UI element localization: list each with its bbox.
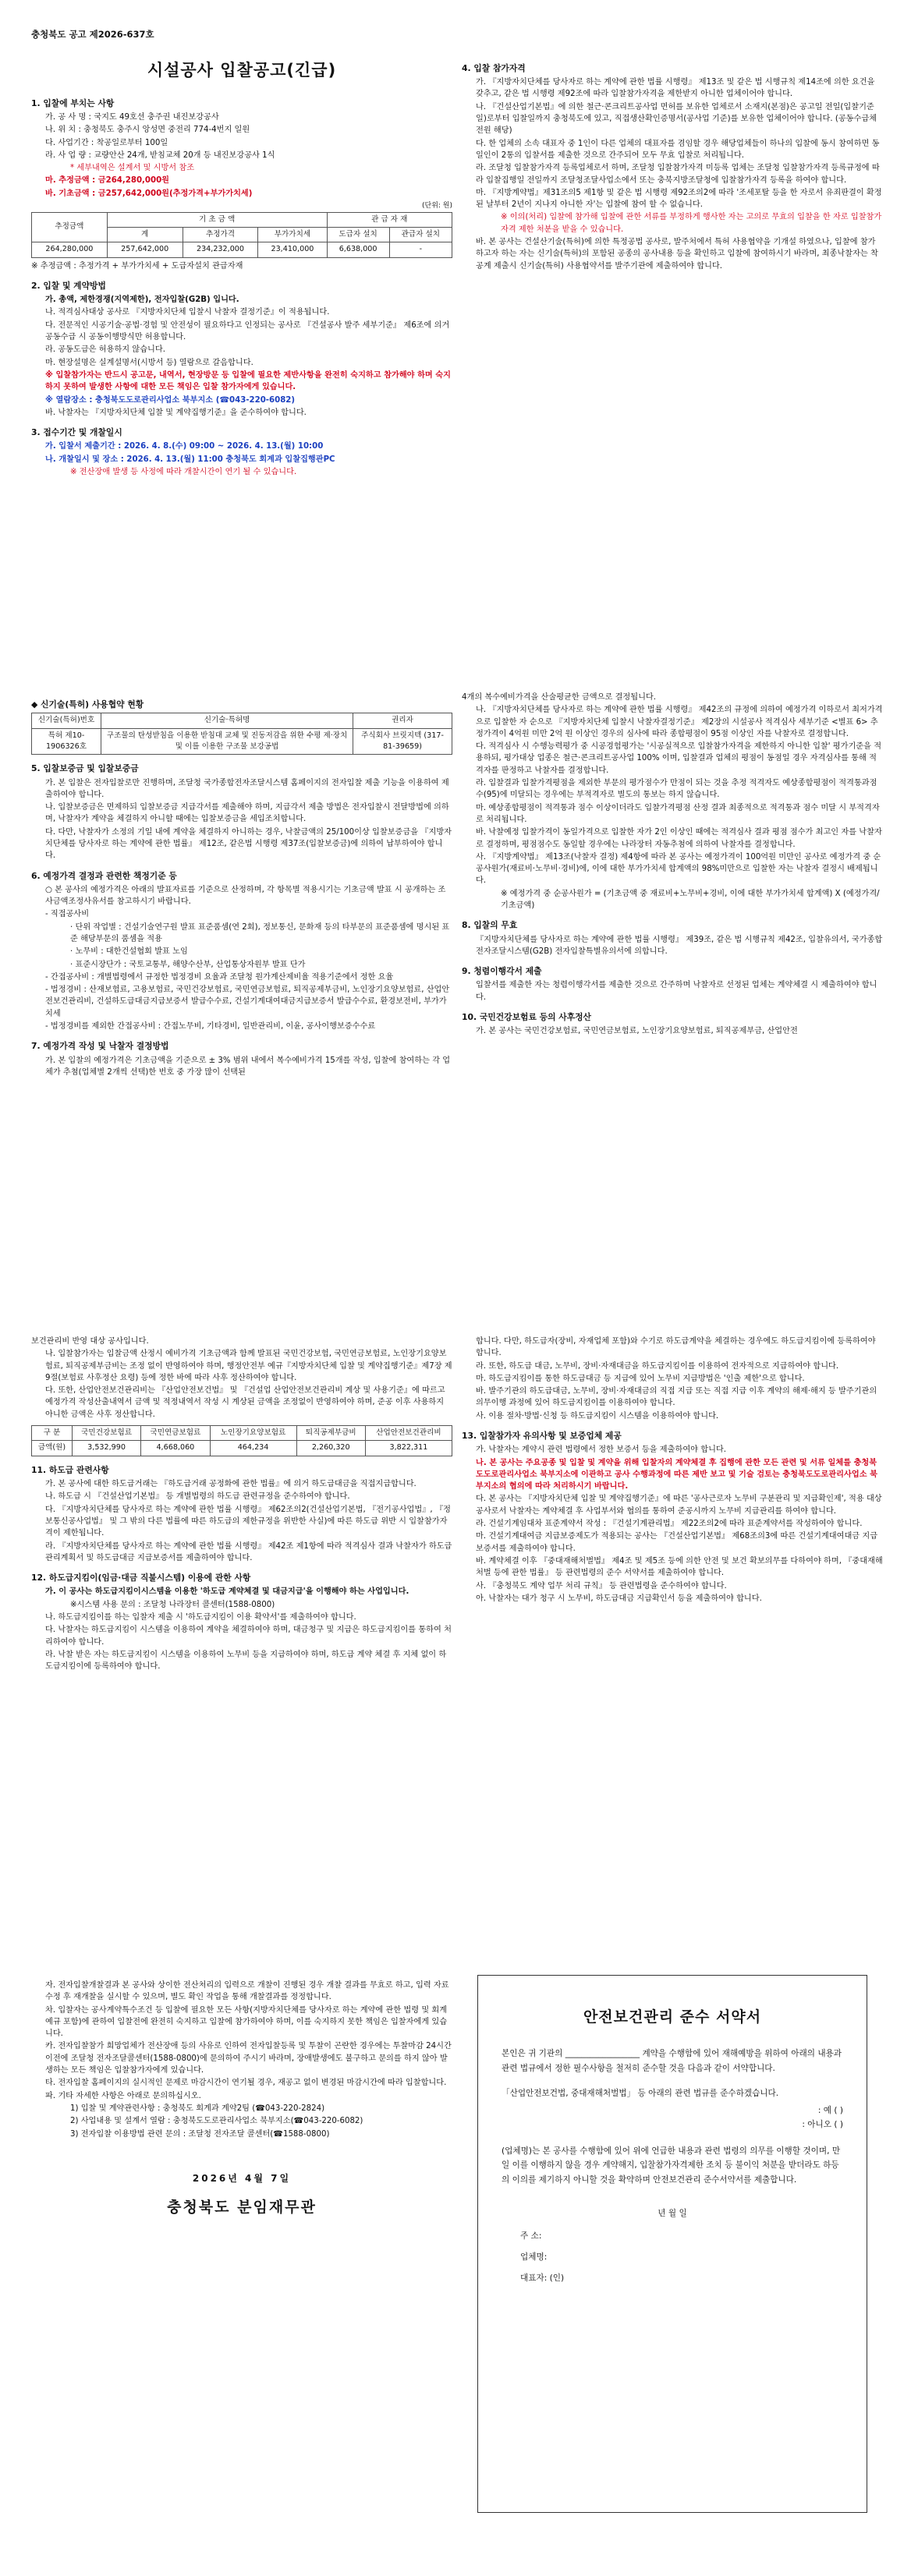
text-line: 다. 또한, 산업안전보건관리비는 『산업안전보건법』 및 『건설업 산업안전보건관리비 계상 및 사용기준』에 따르고 예정가격 작성산출내역서 금액 및 적정내역서 작성 시 계상된 금액을 조정없이 반영하여야 하며, 준공 이후 사용하지 아니한 금액은 사후 정산합니다. bbox=[45, 1386, 445, 1419]
table-row bbox=[32, 728, 452, 755]
table-header: 국민연금보험료 bbox=[141, 1426, 210, 1441]
section-12-body bbox=[31, 1586, 452, 1672]
text-line: ※시스템 사용 문의 : 조달청 나라장터 콜센터(1588-0800) bbox=[70, 1600, 275, 1609]
oath-yes-label: : 예 ( ) bbox=[817, 2105, 843, 2115]
oath-no-label: : 아니오 ( ) bbox=[802, 2119, 843, 2129]
address-field[interactable]: 주 소: bbox=[520, 2231, 542, 2242]
text-line: 바. 계약체결 이후 『중대재해처벌법』 제4조 및 제5조 등에 의한 안전 및 보건 확보의무를 다하여야 하며, 『중대재해 처벌 등에 관한 법률』 등 관련법령의 준수 서약서를 제출하여야 합니다. bbox=[476, 1556, 883, 1578]
text-line: 나. 본 공사는 주요공종 및 입찰 및 계약을 위해 입찰자의 계약체결 후 집행에 관한 모든 관련 및 서류 일체를 충청북도도로관리사업소 북부지소에 이관하고 공사 수행과정에 따른 제반 보고 및 기술 검토는 충청북도도로관리사업소 북부지소의 협의에 따라 처리하시기 바랍니다. bbox=[476, 1458, 877, 1491]
table-cell: 6,638,000 bbox=[327, 242, 389, 257]
section-7-title: 7. 예정가격 작성 및 낙찰자 결정방법 bbox=[31, 1041, 169, 1052]
table-row bbox=[32, 242, 452, 257]
opening-datetime: 나. 개찰일시 및 장소 : 2026. 4. 13.(월) 11:00 충청북도 회계과 입찰집행관PC bbox=[45, 455, 335, 464]
section-3-body bbox=[31, 441, 452, 478]
text-line: 바. 발주기관의 하도급대금, 노무비, 장비·자재대금의 직접 지급 또는 직접 지급 이후 계약의 해제·해지 등 발주기관의 의무이행 과정에 있어 하도급지킴이를 이용하여야 합니다. bbox=[476, 1387, 877, 1408]
table-cell: - bbox=[389, 242, 452, 257]
table-header: 관 급 자 재 bbox=[327, 212, 452, 227]
text-line: 다. 적격심사 시 수행능력평가 중 시공경험평가는 '시공실적으로 입찰참가자격을 제한하지 아니한 입찰' 평가기준을 적용하되, 평가대상 업종은 철근·콘크리트공사업 100% 이며, 입찰결과 업체의 평점이 동점일 경우 자격심사를 통해 적격자를 판정하고 낙찰자를 결정합니다. bbox=[476, 742, 882, 775]
note: ※ 예정가격 중 순공사원가 = (기초금액 중 재료비+노무비+경비, 이에 대한 부가가치세 합계액) X (예정가격/기초금액) bbox=[501, 889, 880, 911]
viewing-location: ※ 열람장소 : 충청북도도로관리사업소 북부지소 (☎043-220-6082) bbox=[45, 395, 296, 405]
text-line: 『지방자치단체를 당사자로 하는 계약에 관한 법률 시행령』 제39조, 같은 법 시행규칙 제42조, 입찰유의서, 국가종합전자조달시스템(G2B) 전자입찰특별유의서에 의합니다. bbox=[476, 935, 883, 956]
table-cell: 구조물의 탄성받침을 이용한 받침대 교체 및 진동저감을 위한 수평 제·장치 및 이를 이용한 구조물 보강공법 bbox=[101, 728, 353, 755]
section-10-title: 10. 국민건강보험료 등의 사후정산 bbox=[462, 1011, 591, 1022]
notice-date: 2026년 4월 7일 bbox=[192, 2172, 292, 2184]
text-line: 사. 이용 절차·방법·신청 등 하도급지킴이 시스템을 이용하여야 합니다. bbox=[476, 1411, 719, 1421]
text-line: 가. 본 공사에 대한 하도급거래는 『하도급거래 공정화에 관한 법률』에 의거 하도급대금을 직접지급합니다. bbox=[45, 1480, 417, 1489]
contact-line: 2) 사업내용 및 설계서 열람 : 충청북도도로관리사업소 북부지소(☎043-220-6082) bbox=[70, 2117, 363, 2126]
text-line: - 직접공사비 bbox=[45, 910, 90, 919]
oath-paragraph: (업체명)는 본 공사를 수행함에 있어 위에 언급한 내용과 관련 법령의 의무를 이행할 것이며, 만일 이를 이행하지 않을 경우 계약해지, 입찰참가자격제한 조치 등 불이익 처분을 받더라도 하등의 이의를 제기하지 아니할 것을 확약하며 안전보건관리 준수서약서를 제출합니다. bbox=[502, 2146, 841, 2185]
text-line: 가. 공 사 명 : 국지도 49호선 충주권 내진보강공사 bbox=[45, 112, 219, 122]
section-1-body bbox=[31, 111, 452, 200]
text-line: 나. 적격심사대상 공사로 『지방자치단체 입찰시 낙찰자 결정기준』이 적용됩니다. bbox=[45, 308, 330, 317]
page-2-left-column bbox=[31, 691, 452, 1079]
table-header: 기 초 금 액 bbox=[107, 212, 327, 227]
text-line: 라. 또한, 하도급 대금, 노무비, 장비·자재대금을 하도급지킴이를 이용하여 전자적으로 지급하여야 합니다. bbox=[476, 1361, 839, 1371]
text-line: 마. 예상종합평점이 적격통과 점수 이상이더라도 입찰가격평점 산정 결과 최종적으로 적격통과 점수 미달 시 부적격자로 처리됩니다. bbox=[476, 803, 880, 824]
text-line: 입찰서를 제출한 자는 청렴이행각서를 제출한 것으로 간주하며 낙찰자로 선정된 업체는 계약체결 시 제출하여야 합니다. bbox=[476, 981, 877, 1002]
page-title: 시설공사 입찰공고(긴급) bbox=[147, 61, 337, 80]
table-cell: 주식회사 브릿지텍 (317-81-39659) bbox=[353, 728, 452, 755]
notice-number: 충청북도 공고 제2026-637호 bbox=[31, 29, 154, 40]
section-2-title: 2. 입찰 및 계약방법 bbox=[31, 280, 106, 291]
text-line: 나. 입찰참가자는 입찰금액 산정시 예비가격 기초금액과 함께 발표된 국민건강보험, 국민연금보험료, 노인장기요양보험료, 퇴직공제부금비는 조정 없이 반영하여야 하며, 행정안전부 예규『지방자치단체 입찰 및 계약집행기준』제7장 제9절(보험료 사후정산 요령) 등에 정한 바에 따라 사후 정산하여야 합니다. bbox=[45, 1350, 452, 1382]
table-cell: 3,532,990 bbox=[72, 1441, 140, 1456]
table-cell: 4,668,060 bbox=[141, 1441, 210, 1456]
oath-no-option[interactable] bbox=[502, 2118, 843, 2130]
section-13-continued bbox=[31, 1980, 452, 2140]
table-header: 구 분 bbox=[32, 1426, 73, 1441]
text-line: 라. 낙찰 받은 자는 하도급지킴이 시스템을 이용하여 노무비 등을 지급하여야 하며, 하도급 계약 체결 후 지체 없이 하도급지킴이에 등록하여야 합니다. bbox=[45, 1650, 447, 1672]
table-header: 관급자 설치 bbox=[389, 227, 452, 242]
section-7-continued bbox=[462, 704, 883, 911]
contact-line: 3) 전자입찰 이용방법 관련 문의 : 조달청 전자조달 콜센터(☎1588-0800) bbox=[70, 2129, 330, 2139]
page-2 bbox=[0, 644, 911, 1288]
page-1-left-column bbox=[31, 0, 452, 479]
table-header: 추정금액 bbox=[32, 212, 108, 242]
text-line: 마. 건설기계대여금 지급보증제도가 적용되는 공사는 『건설산업기본법』 제68조의3에 따른 건설기계대여대금 지급보증서를 제출하여야 합니다. bbox=[476, 1532, 878, 1553]
insurance-table bbox=[31, 1425, 452, 1456]
table-cell: 464,234 bbox=[210, 1441, 296, 1456]
red-note: ※ 전산장애 발생 등 사정에 따라 개찰시간이 연기 될 수 있습니다. bbox=[70, 467, 297, 476]
text-line: 나. 『지방자치단체를 당사자로 하는 계약에 관한 법률 시행령』 제42조의 규정에 의하여 예정가격 이하로서 최저가격으로 입찰한 자 순으로 『지방자치단체 입찰시 낙찰자결정기준』 제2장의 시설공사 적격심사 세부기준 <별표 6> 추정가격이 4억원 미만 2억 원 이상인 경우의 심사에 따라 종합평점이 95점 이상인 자를 낙찰자로 결정합니다. bbox=[476, 706, 883, 738]
text-line: 다. 한 업체의 소속 대표자 중 1인이 다른 업체의 대표자를 겸임할 경우 해당업체들이 하나의 입찰에 동시 참여하면 동일인이 2통의 입찰서를 제출한 것으로 간주되어 모두 무효 입찰로 처리됩니다. bbox=[476, 139, 880, 160]
section-6-title: 6. 예정가격 결정과 관련한 책정기준 등 bbox=[31, 870, 177, 881]
text-line: 가. 본 입찰은 전자입찰로만 진행하며, 조달청 국가종합전자조달시스템 홈페이지의 전자입찰 제출 기능을 이용하여 제출하여야 합니다. bbox=[45, 778, 449, 799]
text-line: - 법정경비를 제외한 간접공사비 : 간접노무비, 기타경비, 일반관리비, 이윤, 공사이행보증수수료 bbox=[45, 1022, 376, 1031]
oath-date: 년 월 일 bbox=[658, 2209, 687, 2219]
text-line: 라. 입찰결과 입찰가격평점을 제외한 부문의 평가점수가 만점이 되는 것을 추정 적격자도 예상종합평점이 적격통과점수(95)에 미달되는 경우에는 부적격자로 별도의 통보는 하지 않습니다. bbox=[476, 779, 877, 800]
text-line: 파. 기타 자세한 사항은 아래로 문의하십시오. bbox=[45, 2091, 201, 2100]
table-header: 산업안전보건관리비 bbox=[365, 1426, 452, 1441]
contact-line: 1) 입찰 및 계약관련사항 : 충청북도 회계과 계약2팀 (☎043-220-2824) bbox=[70, 2104, 325, 2113]
text-line: 가. 낙찰자는 계약시 관련 법령에서 정한 보증서 등을 제출하여야 합니다. bbox=[476, 1445, 727, 1455]
text-line: · 단위 작업별 : 건설기술연구원 발표 표준품셈(연 2회), 정보통신, 문화재 등의 타부문의 표준품셈에 명시된 표준 해당부문의 품셈을 적용 bbox=[70, 922, 450, 943]
section-8-title: 8. 입찰의 무효 bbox=[462, 920, 518, 931]
text-line: 마. 현장설명은 실계설명서(시방서 등) 열람으로 갈음합니다. bbox=[45, 358, 253, 367]
text-line: - 법정경비 : 산재보험료, 고용보험료, 국민건강보험료, 국민연금보험료, 퇴직공제부금비, 노인장기요양보험료, 산업안전보건관리비, 건설하도급대금지급보증서 발급수수료, 건설기계대여대금지급보증서 발급수수료, 환경보전비, 부가가치세 bbox=[45, 985, 450, 1018]
text-line: 나. 하도급 시 『건설산업기본법』 등 개별법령의 하도급 관련규정을 준수하여야 합니다. bbox=[45, 1492, 350, 1502]
text-line: 자. 전자입찰개찰결과 본 공사와 상이한 전산처리의 입력으로 개찰이 진행된 경우 개찰 결과를 무효로 하고, 입력 자료 수정 후 재개찰을 실시할 수 있으며, 별도 확인 작업을 통해 개찰결과를 정정합니다. bbox=[45, 1981, 449, 2002]
section-11-body bbox=[31, 1478, 452, 1564]
text-line: 라. 건설기계임대차 표준계약서 작성 : 『건설기계관리법』 제22조의2에 따라 표준계약서를 작성하여야 합니다. bbox=[476, 1520, 863, 1529]
price-table bbox=[31, 212, 452, 258]
submission-period: 가. 입찰서 제출기간 : 2026. 4. 8.(수) 09:00 ~ 2026. 4. 13.(월) 10:00 bbox=[45, 442, 324, 451]
table-row bbox=[32, 1441, 452, 1456]
text-line: · 노무비 : 대한건설협회 발표 노임 bbox=[70, 947, 188, 957]
text-line: 마. 『지방계약법』제31조의5 제1항 및 같은 법 시행령 제92조의2에 따라 '조세포탈 등을 한 자로서 유죄판결이 확정된 날부터 2년이 지나지 아니한 자'는 입찰에 참여 할 수 없습니다. bbox=[476, 188, 882, 210]
unit-label: (단위: 원) bbox=[422, 202, 452, 211]
table-header: 국민건강보험료 bbox=[72, 1426, 140, 1441]
page-3-left-column bbox=[31, 1335, 452, 1673]
table-header: 도급자 설치 bbox=[327, 227, 389, 242]
text-line: 라. 사 업 량 : 교량안산 24개, 받침교체 20개 등 내진보강공사 1식 bbox=[45, 150, 275, 160]
text-line: 가. 본 공사는 국민건강보험료, 국민연금보험료, 노인장기요양보험료, 퇴직공제부금, 산업안전 bbox=[476, 1027, 798, 1036]
text-line: 바. 낙찰예정 입찰가격이 동일가격으로 입찰한 자가 2인 이상인 때에는 적격심사 결과 평점 점수가 최고인 자를 낙찰자로 결정하며, 평점점수도 동일할 경우에는 나라장터 자동추첨에 의하여 낙찰자를 결정합니다. bbox=[476, 828, 882, 849]
text-line: - 간접공사비 : 개별법령에서 규정한 법정경비 요율과 조달청 원가계산제비율 적용기준에서 정한 요율 bbox=[45, 972, 394, 982]
text-line: 아. 낙찰자는 대가 청구 시 노무비, 하도급대금 지급확인서 등을 제출하여야 합니다. bbox=[476, 1594, 762, 1603]
section-6-body bbox=[31, 884, 452, 1033]
estimated-price: 마. 추정금액 : 금264,280,000원 bbox=[45, 176, 170, 186]
table-header: 권리자 bbox=[353, 713, 452, 728]
text-line: 라. 『지방자치단체를 당사자로 하는 계약에 관한 법률 시행령』 제42조 제1항에 따라 적격심사 결과 낙찰자가 하도급 관리계획서 및 하도급대금 지급보증서를 제출하여야 합니다. bbox=[45, 1541, 452, 1562]
section-4-title: 4. 입찰 참가자격 bbox=[462, 63, 526, 73]
text-line: 다. 『지방자치단체를 당사자로 하는 계약에 관한 법률 시행령』 제62조의2(건설산업기본법, 『전기공사업법』, 『정보통신공사업법』 및 그 밖의 다른 법률에 따른 하도급의 제한규정을 위반한 사실)에 따른 하도급 위반 시 입찰참가자격이 제한됩니다. bbox=[45, 1505, 451, 1538]
text-line: 바. 낙찰자는 『지방자치단체 입찰 및 계약집행기준』을 준수하여야 합니다. bbox=[45, 408, 307, 417]
oath-yes-option[interactable] bbox=[502, 2104, 843, 2116]
text-line: 라. 공동도급은 허용하지 않습니다. bbox=[45, 345, 165, 355]
page-4-left-column bbox=[31, 1979, 452, 2218]
oath-title: 안전보건관리 준수 서약서 bbox=[583, 2008, 762, 2026]
text-line: 나. 하도급지킴이를 하는 입찰자 제출 시 '하도급지킴이 이용 확약서'를 제출하여야 합니다. bbox=[45, 1612, 356, 1622]
text-line: 라. 조달청 입찰참가자격 등록업체로서 하며, 조달청 입찰참가자격 미등록 업체는 조달청 입찰참가자격 등록규정에 따라 입찰집행일 전일까지 조달청조달사업소에서 또는 충북지방조달청에 입찰참가자격 등록을 하여야 합니다. bbox=[476, 164, 880, 185]
page-1-right-column bbox=[462, 55, 883, 273]
text-line: 가. 『지방자치단체를 당사자로 하는 계약에 관한 법률 시행령』 제13조 및 같은 법 시행규칙 제14조에 의한 요건을 갖추고, 같은 법 시행령 제92조에 따라 입찰참가자격을 제한받지 아니한 업체이어야 합니다. bbox=[476, 78, 875, 99]
section-1-title: 1. 입찰에 부치는 사항 bbox=[31, 97, 115, 108]
section-10-continued bbox=[31, 1348, 452, 1421]
table-header: 추정가격 bbox=[183, 227, 258, 242]
signature-block bbox=[520, 2230, 843, 2284]
table-header: 퇴직공제부금비 bbox=[296, 1426, 365, 1441]
text-line: 합니다. 다만, 하도급자(장비, 자재업체 포함)와 수기로 하도급계약을 체결하는 경우에도 하도급지킴이에 등록하여야 합니다. bbox=[476, 1337, 876, 1358]
text-line: 나. 입찰보증금은 면제하되 입찰보증금 지급각서를 제출해야 하며, 지급각서 제출 방법은 전자입찰시 전달방법에 의하며, 낙찰자가 계약을 체결하지 아니할 때에는 입찰보증금을 세입조치합니다. bbox=[45, 803, 449, 824]
red-note: * 세부내역은 설계서 및 시방서 참조 bbox=[70, 164, 195, 173]
text-line: 4개의 복수예비가격을 산술평균한 금액으로 결정됩니다. bbox=[462, 693, 657, 702]
section-12-title: 12. 하도급지킴이(임금·대금 직불시스템) 이용에 관한 사항 bbox=[31, 1573, 251, 1583]
red-note: ※ 이의(처리) 입찰에 참가해 입찰에 관한 서류를 부정하게 행사한 자는 고의로 무효의 입찰을 한 자로 입찰참가자격 제한 처분을 받을 수 있습니다. bbox=[501, 213, 882, 234]
text-line: 다. 본 공사는 『지방자치단체 입찰 및 계약집행기준』에 따른 '공사근로자 노무비 구분관리 및 지급확인제', 적용 대상공사로서 낙찰자는 계약체결 후 사업부서와 협의를 통하여 준공시까지 노무비 지급관리를 하여야 합니다. bbox=[476, 1495, 882, 1516]
text-line: 다. 낙찰자는 하도급지킴이 시스템을 이용하여 계약을 체결하여야 하며, 대금청구 및 지급은 하도급지킴이를 통하여 처리하여야 합니다. bbox=[45, 1626, 452, 1647]
section-3-title: 3. 접수기간 및 개찰일시 bbox=[31, 427, 122, 438]
text-line: 나. 위 치 : 충청북도 충주시 앙성면 중전리 774-4번지 일원 bbox=[45, 126, 250, 135]
text-line: 카. 전자입찰참가 희망업체가 전산장애 등의 사유로 인하여 전자입찰등록 및 투찰이 곤란한 경우에는 투찰마감 24시간 이전에 조달청 전자조달콜센터(1588-0800)에 문의하여 주시기 바라며, 장애발생에도 불구하고 문의를 하지 않아 발생하는 모든 책임은 입찰참가자에게 있습니다. bbox=[45, 2042, 452, 2075]
oath-paragraph: 본인은 귀 기관의 __________________ 계약을 수행함에 있어 재해예방을 위하여 아래의 내용과 관련 법규에서 정한 필수사항을 철저히 준수할 것을 다음과 같이 서약합니다. bbox=[502, 2049, 842, 2073]
section-11-title: 11. 하도급 관련사항 bbox=[31, 1464, 109, 1475]
page-2-right-column bbox=[462, 691, 883, 1038]
text-line: 보건관리비 반영 대상 공사입니다. bbox=[31, 1337, 149, 1346]
table-header: 신기술(특허)번호 bbox=[32, 713, 101, 728]
patent-title: ◆ 신기술(특허) 사용협약 현황 bbox=[31, 699, 144, 709]
text-line: 가. 이 공사는 하도급지킴이시스템을 이용한 '하도급 계약체결 및 대금지급'을 이행해야 하는 사업입니다. bbox=[45, 1587, 409, 1597]
text-line: 사. 『지방계약법』 제13조(낙찰자 결정) 제4항에 따라 본 공사는 예정가격이 100억원 미만인 공사로 예정가격 중 순공사원가(재료비·노무비·경비)에, 이에 대한 부가가치세 합계액의 98%미만으로 입찰한 자는 낙찰자 결정시 배제됩니다. bbox=[476, 852, 881, 886]
text-line: 마. 하도급지킴이를 통한 하도급대금 등 지급에 있어 노무비 지급방법은 '인출 제한'으로 합니다. bbox=[476, 1374, 805, 1383]
text-line: 차. 입찰자는 공사계약특수조건 등 입찰에 필요한 모든 사항(지방자치단체를 당사자로 하는 계약에 관한 법령 및 회계예규 포함)에 관하여 입찰전에 완전히 숙지하고 입찰에 참가하여야 하며, 이를 숙지하지 못한 책임은 입찰자에게 있습니다. bbox=[45, 2005, 448, 2039]
table-cell: 특허 제10-1906326호 bbox=[32, 728, 101, 755]
table-cell: 234,232,000 bbox=[183, 242, 258, 257]
representative-field[interactable]: 대표자: (인) bbox=[520, 2273, 565, 2284]
text-line: 다. 전문적인 시공기술·공법·경험 및 안전성이 필요하다고 인정되는 공사로 『건설공사 발주 세부기준』 제6조에 의거 공동수급 시 공동이행방식만 허용합니다. bbox=[45, 320, 450, 342]
table-cell: 3,822,311 bbox=[365, 1441, 452, 1456]
company-field[interactable]: 업체명: bbox=[520, 2252, 548, 2263]
text-line: 나. 『건설산업기본법』에 의한 철근·콘크리트공사업 면허를 보유한 업체로서 소재지(본점)은 공고일 전일(입찰기준일)로부터 입찰일까지 충청북도에 있고, 직접생산확인증명서(공사업 기준)를 보유한 업체이어야 합니다. (공동수급체 전원 해당) bbox=[476, 102, 877, 136]
section-12-continued bbox=[462, 1336, 883, 1422]
table-header: 신기술·특허명 bbox=[101, 713, 353, 728]
issuer-name: 충청북도 분임재무관 bbox=[167, 2198, 317, 2216]
text-line: 다. 사업기간 : 착공일로부터 100일 bbox=[45, 138, 168, 147]
table-header: 계 bbox=[107, 227, 183, 242]
page-3 bbox=[0, 1288, 911, 1932]
red-warning: ※ 입찰참가자는 반드시 공고문, 내역서, 현장방문 등 입찰에 필요한 제반사항을 완전히 숙지하고 참가해야 하며 숙지하지 못하여 발생한 사항에 대한 모든 책임은 입찰 참가자에게 있습니다. bbox=[45, 370, 451, 392]
text-line: 바. 본 공사는 건설산기술(특허)에 의한 특정공법 공사로, 발주처에서 특허 사용협약을 기개설 하였으나, 입찰에 참가하고자 하는 자는 신기술(특허)의 포함된 공종의 공사내용 등을 확인하고 입찰에 참여하시기 바라며, 최종낙찰자는 착공계 제출시 신기술(특허) 사용협약서를 발주기관에 제출하여야 합니다. bbox=[476, 238, 878, 271]
table-cell: 금액(원) bbox=[32, 1441, 73, 1456]
section-5-title: 5. 입찰보증금 및 입찰보증금 bbox=[31, 763, 139, 774]
section-9-title: 9. 청렴이행각서 제출 bbox=[462, 966, 542, 977]
section-4-body bbox=[462, 76, 883, 272]
table-cell: 264,280,000 bbox=[32, 242, 108, 257]
oath-paragraph: 「산업안전보건법, 중대재해처벌법」 등 아래의 관련 법규를 준수하겠습니다. bbox=[502, 2089, 779, 2099]
text-line: 다. 다만, 낙찰자가 소정의 기일 내에 계약을 체결하지 아니하는 경우, 낙찰금액의 25/100이상 입찰보증금을 『지방자치단체를 당사자로 하는 계약에 관한 법률』 제12조, 같은법 시행령 제37조(입찰보증금)에 의하여 납부하여야 합니다. bbox=[45, 827, 452, 861]
text-line: 타. 전자입찰 홈페이지의 실시적인 문제로 마감시간이 연기될 경우, 재공고 없이 변경된 마감시간에 따라 입찰합니다. bbox=[45, 2079, 447, 2088]
text-line: · 표준시장단가 : 국토교통부, 해양수산부, 산업통상자원부 발표 단가 bbox=[70, 960, 306, 969]
page-3-right-column bbox=[462, 1335, 883, 1605]
section-7-body bbox=[31, 1055, 452, 1079]
table-cell: 257,642,000 bbox=[107, 242, 183, 257]
section-13-title: 13. 입찰참가자 유의사항 및 보증업체 제공 bbox=[462, 1431, 622, 1442]
text-line: ○ 본 공사의 예정가격은 아래의 발표자료를 기준으로 산정하며, 각 항목별 적용시기는 기초금액 발표 시 공개하는 조사금액조정사유서를 참고하시기 바랍니다. bbox=[45, 885, 446, 907]
table-header: 부가가치세 bbox=[258, 227, 327, 242]
table-header: 노인장기요양보험료 bbox=[210, 1426, 296, 1441]
section-13-body bbox=[462, 1444, 883, 1605]
section-5-body bbox=[31, 777, 452, 862]
page-1 bbox=[0, 0, 911, 644]
table-cell: 23,410,000 bbox=[258, 242, 327, 257]
text-line: 가. 본 입찰의 예정가격은 기초금액을 기준으로 ± 3% 범위 내에서 복수예비가격 15개를 작성, 입찰에 참여하는 각 업체가 추첨(업체별 2개씩 선택)한 번호 중 가장 많이 선택된 bbox=[45, 1056, 451, 1077]
base-price: 바. 기초금액 : 금257,642,000원(추정가격+부가가치세) bbox=[45, 189, 253, 198]
safety-oath-form bbox=[477, 1975, 867, 2513]
patent-table bbox=[31, 713, 452, 755]
section-2-body bbox=[31, 294, 452, 419]
page-4 bbox=[0, 1932, 911, 2576]
text-line: 가. 총액, 제한경쟁(지역제한), 전자입찰(G2B) 입니다. bbox=[45, 295, 239, 305]
table-cell: 2,260,320 bbox=[296, 1441, 365, 1456]
table-note: ※ 추정금액 : 추정가격 + 부가가치세 + 도급자설치 관급자재 bbox=[31, 261, 243, 271]
text-line: 사. 『충청북도 계약 업무 처리 규칙』 등 관련법령을 준수하여야 합니다. bbox=[476, 1581, 727, 1591]
